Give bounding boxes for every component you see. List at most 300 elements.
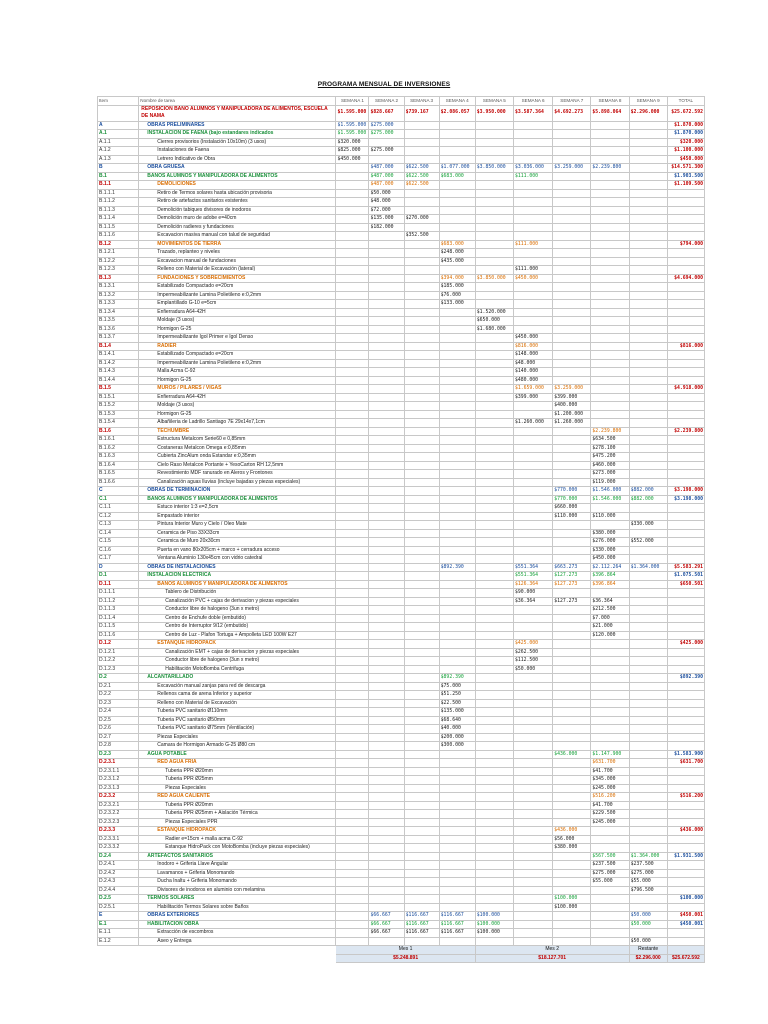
week-6-value [513, 835, 552, 844]
week-5-value: $3.850.000 [475, 274, 513, 283]
week-3-value [404, 750, 439, 759]
row-total [667, 189, 704, 198]
week-6-value: $450.000 [513, 334, 552, 343]
row-total: $450.000 [667, 155, 704, 164]
week-4-value [439, 198, 475, 207]
week-6-value [513, 920, 552, 929]
row-name: BAÑOS ALUMNOS Y MANIPULADORA DE ALIMENTOS [139, 580, 336, 589]
week-3-value [404, 657, 439, 666]
week-5-value [475, 521, 513, 530]
week-4-value [439, 759, 475, 768]
week-9-value [629, 895, 667, 904]
week-4-value: $300.000 [439, 742, 475, 751]
week-9-value [629, 291, 667, 300]
week-8-value [591, 844, 629, 853]
row-name: Estructura Metalcom Serie60 e 0,85mm [139, 436, 336, 445]
row-name: TECHUMBRE [139, 427, 336, 436]
week-3-value: $622.500 [404, 164, 439, 173]
week-5-value [475, 759, 513, 768]
week-2-value [369, 572, 404, 581]
table-row [98, 155, 705, 164]
row-code: D.2.4 [98, 852, 139, 861]
document-title: PROGRAMA MENSUAL DE INVERSIONES [317, 81, 451, 88]
week-6-value [513, 844, 552, 853]
week-4-value [439, 351, 475, 360]
column-header-s4: SEMANA 4 [439, 97, 475, 106]
summary-spacer [98, 946, 336, 955]
table-row [98, 164, 705, 173]
week-8-value: $245.000 [591, 784, 629, 793]
row-total [667, 555, 704, 564]
week-1-value [336, 733, 369, 742]
week-6-value [513, 317, 552, 326]
table-row [98, 937, 705, 946]
week-1-value [336, 827, 369, 836]
week-5-value: $3.850.000 [475, 164, 513, 173]
row-code: B.1.1.1 [98, 189, 139, 198]
week-5-value [475, 869, 513, 878]
week-5-value [475, 852, 513, 861]
week-1-value [336, 436, 369, 445]
week-2-value [369, 869, 404, 878]
week-5-value: $650.000 [475, 317, 513, 326]
row-name: Canalización EMT + cajas de derivacion y piezas especiales [139, 648, 336, 657]
week-2-value [369, 470, 404, 479]
row-total [667, 648, 704, 657]
row-name: RADIER [139, 342, 336, 351]
row-total [667, 937, 704, 946]
week-9-value [629, 300, 667, 309]
week-3-value [404, 648, 439, 657]
week-2-value [369, 818, 404, 827]
row-name: Moldaje (3 usos) [139, 402, 336, 411]
week-4-value [439, 844, 475, 853]
row-total [667, 419, 704, 428]
week-8-value: $1.546.000 [591, 495, 629, 504]
week-5-value [475, 504, 513, 513]
week-3-value: $270.000 [404, 215, 439, 224]
row-total [667, 538, 704, 547]
week-3-value [404, 623, 439, 632]
row-total: $1.109.500 [667, 181, 704, 190]
column-header-s3: SEMANA 3 [404, 97, 439, 106]
week-4-value [439, 181, 475, 190]
week-7-value [553, 801, 591, 810]
week-2-value [369, 589, 404, 598]
row-name: Centro de Enchufe doble (embutido) [139, 614, 336, 623]
table-row [98, 716, 705, 725]
week-9-value [629, 572, 667, 581]
week-7-value [553, 716, 591, 725]
week-8-value [591, 886, 629, 895]
row-total [667, 402, 704, 411]
week-1-value [336, 172, 369, 181]
row-code: D.1.2.2 [98, 657, 139, 666]
week-2-value: $66.667 [369, 929, 404, 938]
week-7-value [553, 300, 591, 309]
week-7-value [553, 538, 591, 547]
row-name: Piezas Especiales [139, 784, 336, 793]
week-6-value [513, 453, 552, 462]
week-3-value [404, 487, 439, 496]
week-4-value [439, 521, 475, 530]
row-total [667, 453, 704, 462]
week-7-value: $663.273 [553, 563, 591, 572]
week-6-value: $480.000 [513, 376, 552, 385]
week-1-value [336, 597, 369, 606]
week-9-value: $1.364.000 [629, 563, 667, 572]
grand-total: $25.672.592 [667, 954, 704, 963]
week-1-value [336, 419, 369, 428]
week-2-value [369, 512, 404, 521]
week-8-value [591, 130, 629, 139]
week-5-value [475, 538, 513, 547]
row-name: Tablero de Distribución [139, 589, 336, 598]
week-4-value [439, 580, 475, 589]
week-9-value [629, 410, 667, 419]
week-1-value [336, 895, 369, 904]
week-8-value [591, 708, 629, 717]
week-4-value [439, 614, 475, 623]
week-3-value [404, 257, 439, 266]
week-3-value [404, 300, 439, 309]
week-1-value [336, 869, 369, 878]
table-row [98, 801, 705, 810]
week-8-value [591, 223, 629, 232]
row-code: D.2.4.1 [98, 861, 139, 870]
table-row [98, 470, 705, 479]
week-5-value [475, 793, 513, 802]
week-3-value [404, 852, 439, 861]
row-total: $794.000 [667, 240, 704, 249]
week-7-value: $770.000 [553, 487, 591, 496]
week-9-value [629, 784, 667, 793]
week-1-value: $825.000 [336, 147, 369, 156]
row-total [667, 810, 704, 819]
week-4-value [439, 776, 475, 785]
week-9-value [629, 818, 667, 827]
week-1-value: $320.000 [336, 138, 369, 147]
row-total [667, 351, 704, 360]
week-2-value [369, 555, 404, 564]
row-total [667, 589, 704, 598]
week-8-value [591, 291, 629, 300]
week-3-value [404, 317, 439, 326]
row-code: D.1.2 [98, 640, 139, 649]
table-row [98, 147, 705, 156]
week-8-value [591, 410, 629, 419]
week-6-value [513, 818, 552, 827]
week-5-value [475, 614, 513, 623]
table-row [98, 223, 705, 232]
row-total [667, 470, 704, 479]
table-row [98, 572, 705, 581]
week-2-value [369, 793, 404, 802]
week-4-value: $683.000 [439, 240, 475, 249]
week-3-value [404, 555, 439, 564]
week-7-value [553, 147, 591, 156]
week-1-value [336, 257, 369, 266]
row-code: D.2.3.1.3 [98, 784, 139, 793]
week-6-value: $112.500 [513, 657, 552, 666]
week-2-value [369, 410, 404, 419]
week-6-value [513, 325, 552, 334]
week-2-value: $275.000 [369, 121, 404, 130]
table-row [98, 563, 705, 572]
row-total [667, 198, 704, 207]
week-2-value: $182.000 [369, 223, 404, 232]
total-label-empty [667, 946, 704, 955]
week-6-value [513, 555, 552, 564]
week-5-value [475, 121, 513, 130]
week-7-value [553, 759, 591, 768]
column-header-s9: SEMANA 9 [629, 97, 667, 106]
week-2-value [369, 844, 404, 853]
week-8-value [591, 716, 629, 725]
week-8-value [591, 249, 629, 258]
row-code: D.1.1.3 [98, 606, 139, 615]
week-2-value: $487.000 [369, 164, 404, 173]
table-row [98, 495, 705, 504]
week-6-value [513, 478, 552, 487]
week-3-value [404, 342, 439, 351]
week-9-value [629, 555, 667, 564]
table-row [98, 410, 705, 419]
week-5-value [475, 657, 513, 666]
week-2-value [369, 725, 404, 734]
week-7-value [553, 886, 591, 895]
week-8-value: $110.000 [591, 512, 629, 521]
row-name: RED AGUA CALIENTE [139, 793, 336, 802]
week-4-value: $68.640 [439, 716, 475, 725]
row-name: Instalaciones de Faena [139, 147, 336, 156]
row-code: E [98, 912, 139, 921]
week-3-value [404, 240, 439, 249]
week-1-value [336, 716, 369, 725]
table-row [98, 376, 705, 385]
week-3-value [404, 427, 439, 436]
week-1-value [336, 589, 369, 598]
row-name: Estuco interior 1:3 e=2,5cm [139, 504, 336, 513]
row-name: MOVIMIENTOS DE TIERRA [139, 240, 336, 249]
row-total [667, 325, 704, 334]
week-4-value [439, 852, 475, 861]
week-7-value [553, 623, 591, 632]
row-code: B.1.5.4 [98, 419, 139, 428]
week-5-value [475, 393, 513, 402]
week-7-value [553, 810, 591, 819]
week-5-value [475, 640, 513, 649]
week-7-value [553, 232, 591, 241]
table-row [98, 181, 705, 190]
week-3-value [404, 189, 439, 198]
week-2-value [369, 419, 404, 428]
week-8-value [591, 903, 629, 912]
week-7-value [553, 912, 591, 921]
week-3-value [404, 410, 439, 419]
week-6-value [513, 878, 552, 887]
week-3-value [404, 130, 439, 139]
week-3-value [404, 223, 439, 232]
row-code: B.1.1 [98, 181, 139, 190]
week-3-value [404, 385, 439, 394]
week-9-value [629, 793, 667, 802]
week-4-value [439, 529, 475, 538]
week-8-value: $41.700 [591, 767, 629, 776]
week-6-value [513, 504, 552, 513]
table-row [98, 436, 705, 445]
row-code: B.1.5 [98, 385, 139, 394]
row-code: C.1.6 [98, 546, 139, 555]
week-9-value [629, 657, 667, 666]
row-total: $631.700 [667, 759, 704, 768]
week-7-value [553, 291, 591, 300]
week-4-value: $2.086.057 [439, 105, 475, 121]
week-8-value [591, 393, 629, 402]
week-2-value [369, 155, 404, 164]
week-7-value [553, 334, 591, 343]
week-3-value [404, 844, 439, 853]
row-total [667, 359, 704, 368]
week-6-value [513, 767, 552, 776]
week-3-value: $622.500 [404, 181, 439, 190]
week-8-value [591, 920, 629, 929]
week-9-value [629, 164, 667, 173]
week-8-value [591, 691, 629, 700]
row-total [667, 699, 704, 708]
week-2-value [369, 453, 404, 462]
row-code: B.1.2.2 [98, 257, 139, 266]
week-3-value [404, 334, 439, 343]
row-total [667, 878, 704, 887]
week-2-value [369, 903, 404, 912]
week-2-value [369, 759, 404, 768]
row-total [667, 691, 704, 700]
week-8-value [591, 240, 629, 249]
week-5-value [475, 436, 513, 445]
row-name: Impermeabilizante Lamina Polietileno e:0,2mm [139, 291, 336, 300]
week-6-value: $48.000 [513, 359, 552, 368]
week-2-value [369, 504, 404, 513]
week-2-value [369, 631, 404, 640]
row-name: Tuberia PVC sanitario Ø110mm [139, 708, 336, 717]
row-name: Tuberia PPR Ø25mm [139, 776, 336, 785]
week-3-value [404, 801, 439, 810]
week-3-value: $352.500 [404, 232, 439, 241]
week-7-value [553, 325, 591, 334]
week-1-value [336, 810, 369, 819]
row-total [667, 376, 704, 385]
table-row [98, 189, 705, 198]
week-3-value [404, 903, 439, 912]
week-6-value [513, 147, 552, 156]
week-7-value [553, 249, 591, 258]
week-6-value [513, 852, 552, 861]
week-5-value [475, 674, 513, 683]
table-row [98, 105, 705, 121]
week-4-value [439, 546, 475, 555]
week-1-value [336, 342, 369, 351]
week-4-value [439, 793, 475, 802]
row-name: ALCANTARILLADO [139, 674, 336, 683]
week-4-value [439, 504, 475, 513]
week-1-value [336, 487, 369, 496]
row-total [667, 597, 704, 606]
week-9-value [629, 606, 667, 615]
week-7-value [553, 138, 591, 147]
row-code: D.1.1.1 [98, 589, 139, 598]
week-9-value [629, 419, 667, 428]
week-7-value [553, 725, 591, 734]
row-total [667, 266, 704, 275]
week-6-value [513, 495, 552, 504]
week-4-value: $40.000 [439, 725, 475, 734]
week-9-value [629, 189, 667, 198]
week-4-value: $22.500 [439, 699, 475, 708]
week-5-value [475, 266, 513, 275]
row-name: Centro de Interruptor 9/12 (embutido) [139, 623, 336, 632]
week-2-value [369, 852, 404, 861]
row-code: D.2.3 [98, 699, 139, 708]
row-name: REPOSICIÓN BAÑO ALUMNOS Y MANIPULADORA DE ALIMENTOS, ESCUELA DE NAMA [139, 105, 336, 121]
week-7-value [553, 521, 591, 530]
month-2-label: Mes 2 [475, 946, 629, 955]
week-9-value [629, 206, 667, 215]
week-4-value [439, 402, 475, 411]
week-1-value [336, 376, 369, 385]
week-3-value [404, 682, 439, 691]
week-5-value [475, 138, 513, 147]
week-5-value [475, 334, 513, 343]
week-7-value [553, 784, 591, 793]
week-6-value: $816.000 [513, 342, 552, 351]
week-2-value: $72.000 [369, 206, 404, 215]
table-row [98, 725, 705, 734]
table-row [98, 198, 705, 207]
row-name: Tuberia PPR Ø25mm + Aislación Térmica [139, 810, 336, 819]
week-7-value [553, 631, 591, 640]
row-name: Aseo y Entrega [139, 937, 336, 946]
week-8-value [591, 402, 629, 411]
row-total [667, 801, 704, 810]
week-1-value [336, 708, 369, 717]
week-9-value [629, 614, 667, 623]
week-2-value: $66.667 [369, 912, 404, 921]
week-6-value [513, 691, 552, 700]
table-row [98, 308, 705, 317]
week-1-value [336, 478, 369, 487]
row-total: $436.000 [667, 827, 704, 836]
week-3-value [404, 606, 439, 615]
week-9-value [629, 393, 667, 402]
table-row [98, 886, 705, 895]
week-1-value [336, 164, 369, 173]
row-name: Empastado interior [139, 512, 336, 521]
week-9-value [629, 402, 667, 411]
table-row [98, 385, 705, 394]
week-8-value: $36.364 [591, 597, 629, 606]
column-header-s5: SEMANA 5 [475, 97, 513, 106]
row-code: B.1.1.6 [98, 232, 139, 241]
row-code: D.2.5.1 [98, 903, 139, 912]
week-6-value: $3.036.000 [513, 164, 552, 173]
week-9-value [629, 427, 667, 436]
week-5-value [475, 750, 513, 759]
week-7-value: $100.000 [553, 903, 591, 912]
week-1-value [336, 410, 369, 419]
week-4-value [439, 657, 475, 666]
table-row [98, 555, 705, 564]
